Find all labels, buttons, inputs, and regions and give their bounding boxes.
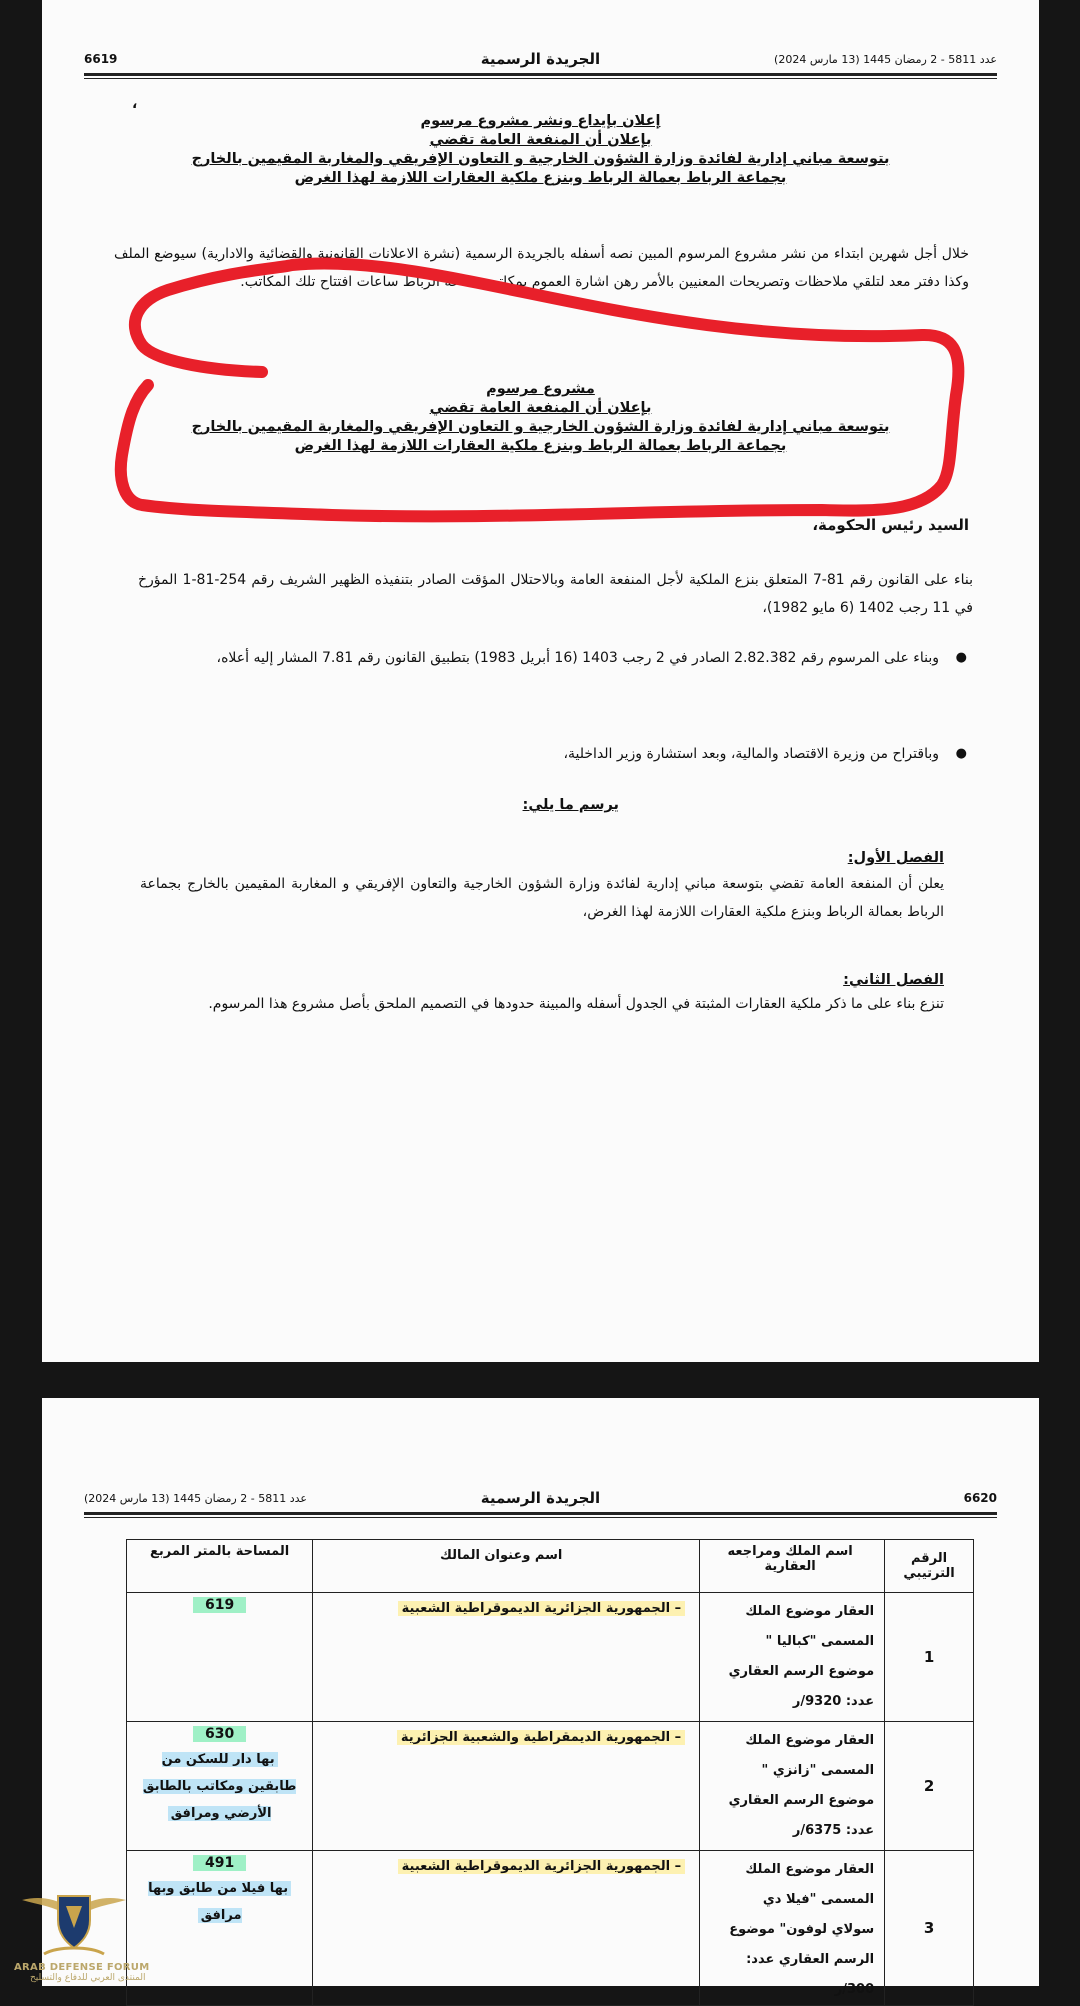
owner-cell bbox=[313, 1593, 700, 1722]
page-number: 6620 bbox=[963, 1491, 997, 1505]
area-cell bbox=[127, 1851, 313, 2006]
area-value: 491 bbox=[193, 1855, 246, 1871]
announcement-title-line: إعلان بإيداع ونشر مشروع مرسوم bbox=[420, 113, 661, 129]
issue-info: عدد 5811 - 2 رمضان 1445 (13 مارس 2024) bbox=[84, 1491, 307, 1505]
preamble: بناء على القانون رقم 81-7 المتعلق بنزع الملكية لأجل المنفعة العامة وبالاحتلال المؤقت الصادر بتنفيذه الظهير الشريف رقم 254-81-1 المؤرخ في 11 رجب 1402 (6 مايو 1982)، bbox=[138, 572, 973, 616]
bullet-item bbox=[152, 740, 967, 768]
forum-watermark bbox=[0, 1876, 150, 1986]
bullet-text: وبناء على المرسوم رقم 2.82.382 الصادر في 2 رجب 1403 (16 أبريل 1983) بتطبيق القانون رقم 7.81 المشار إليه أعلاه، bbox=[216, 650, 939, 666]
property-line: المسمى "زانزي " bbox=[761, 1763, 875, 1778]
bullet-text: وباقتراح من وزيرة الاقتصاد والمالية، وبعد استشارة وزير الداخلية، bbox=[563, 746, 939, 762]
area-note-text: بها دار للسكن من طابقين ومكاتب بالطابق الأرضي ومرافق bbox=[142, 1752, 297, 1821]
col-header-area: المساحة بالمتر المربع bbox=[127, 1540, 313, 1593]
area-value: 619 bbox=[193, 1597, 246, 1613]
announcement-title-line: بتوسعة مباني إدارية لفائدة وزارة الشؤون الخارجية و التعاون الإفريقي والمغاربة المقيمين بالخارج bbox=[191, 151, 890, 167]
area-value: 630 bbox=[193, 1726, 246, 1742]
property-line: عدد: 6375/ر bbox=[792, 1823, 875, 1838]
bullet-icon: ● bbox=[955, 650, 967, 665]
col-header-number: الرقم الترتيبي bbox=[885, 1540, 974, 1593]
owner-cell bbox=[313, 1851, 700, 2006]
gazette-name: الجريدة الرسمية bbox=[480, 50, 601, 68]
property-line: موضوع الرسم العقاري bbox=[728, 1793, 875, 1808]
owner-cell bbox=[313, 1722, 700, 1851]
property-line: المسمى "كباليا " bbox=[765, 1634, 875, 1649]
area-cell bbox=[127, 1593, 313, 1722]
page-header bbox=[84, 1483, 997, 1513]
property-line: عدد: 9320/ر bbox=[792, 1694, 875, 1709]
decree-title-line: مشروع مرسوم bbox=[486, 381, 595, 397]
owner-name: – الجمهورية الجزائرية الديموقراطية الشعبية bbox=[398, 1601, 685, 1616]
properties-table bbox=[126, 1539, 974, 2006]
property-line: سولاي لوفون" موضوع bbox=[729, 1922, 875, 1937]
area-note bbox=[128, 1742, 311, 1827]
property-line: العقار موضوع الملك bbox=[745, 1862, 875, 1877]
article-2-text: تنزع بناء على ما ذكر ملكية العقارات المثبتة في الجدول أسفله والمبينة حدودها في التصميم الملحق بأصل مشروع هذا المرسوم. bbox=[208, 996, 944, 1012]
article-1-text: يعلن أن المنفعة العامة تقضي بتوسعة مباني إدارية لفائدة وزارة الشؤون الخارجية والتعاون الإفريقي و المغاربة المقيمين بالخارج بجماعة الرباط بعمالة الرباط وبنزع ملكية العقارات اللازمة لهذا الغرض، bbox=[140, 876, 944, 920]
area-cell bbox=[127, 1722, 313, 1851]
eagle-shield-icon bbox=[14, 1876, 134, 1966]
bullet-icon: ● bbox=[955, 746, 967, 761]
gazette-page-6619 bbox=[42, 0, 1039, 1362]
row-number: 1 bbox=[885, 1593, 974, 1722]
bullet-item bbox=[152, 644, 967, 672]
gazette-page-6620 bbox=[42, 1398, 1039, 1997]
page-number: 6619 bbox=[84, 52, 118, 66]
property-line: الرسم العقاري عدد: bbox=[746, 1952, 875, 1967]
property-line: العقار موضوع الملك bbox=[745, 1604, 875, 1619]
announcement-title-line: بإعلان أن المنفعة العامة تقضي bbox=[429, 132, 652, 148]
owner-name: – الجمهورية الديمقراطية والشعبية الجزائرية bbox=[397, 1730, 685, 1745]
article-2-title: الفصل الثاني: bbox=[843, 972, 944, 988]
table-header-row bbox=[127, 1540, 974, 1593]
area-note bbox=[128, 1871, 311, 1929]
watermark-text-ar: المنتدى العربي للدفاع والتسليح bbox=[30, 1973, 146, 1983]
table-row bbox=[127, 1851, 974, 2006]
decree-title-line: بإعلان أن المنفعة العامة تقضي bbox=[429, 400, 652, 416]
property-line: 300/ر bbox=[834, 1982, 875, 1997]
gazette-name: الجريدة الرسمية bbox=[480, 1489, 601, 1507]
property-line: العقار موضوع الملك bbox=[745, 1733, 875, 1748]
owner-name: – الجمهورية الجزائرية الديموقراطية الشعبية bbox=[398, 1859, 685, 1874]
decree-title-line: بجماعة الرباط بعمالة الرباط وبنزع ملكية العقارات اللازمة لهذا الغرض bbox=[294, 438, 787, 454]
scan-mark: ، bbox=[132, 96, 138, 112]
addressee: السيد رئيس الحكومة، bbox=[812, 516, 969, 534]
property-cell bbox=[700, 1722, 885, 1851]
red-highlight-box bbox=[42, 0, 1039, 540]
announcement-title-line: بجماعة الرباط بعمالة الرباط وبنزع ملكية العقارات اللازمة لهذا الغرض bbox=[294, 170, 787, 186]
decree-title-line: بتوسعة مباني إدارية لفائدة وزارة الشؤون الخارجية و التعاون الإفريقي والمغاربة المقيمين بالخارج bbox=[191, 419, 890, 435]
decrees-heading: يرسم ما يلي: bbox=[522, 797, 619, 813]
property-line: موضوع الرسم العقاري bbox=[728, 1664, 875, 1679]
article-1-title: الفصل الأول: bbox=[847, 850, 944, 866]
area-note-text: بها فيلا من طابق وبها مرافق bbox=[148, 1881, 291, 1923]
property-cell bbox=[700, 1593, 885, 1722]
table-row bbox=[127, 1593, 974, 1722]
row-number: 2 bbox=[885, 1722, 974, 1851]
intro-paragraph: خلال أجل شهرين ابتداء من نشر مشروع المرسوم المبين نصه أسفله بالجريدة الرسمية (نشرة الاعلانات القانونية والقضائية والادارية) سيوضع الملف وكذا دفتر معد لتلقي ملاحظات وتصريحات المعنيين بالأمر رهن اشارة العموم بمكاتب جماعة الرباط ساعات افتتاح تلك المكاتب. bbox=[114, 246, 969, 290]
decree-title bbox=[102, 380, 979, 456]
table-row bbox=[127, 1722, 974, 1851]
col-header-property: اسم الملك ومراجعه العقارية bbox=[700, 1540, 885, 1593]
col-header-owner: اسم وعنوان المالك bbox=[313, 1540, 700, 1593]
issue-info: عدد 5811 - 2 رمضان 1445 (13 مارس 2024) bbox=[774, 52, 997, 66]
header-rule bbox=[84, 1512, 997, 1518]
property-line: المسمى "فيلا دي bbox=[762, 1892, 875, 1907]
watermark-text: ARAB DEFENSE FORUM bbox=[14, 1962, 150, 1973]
row-number: 3 bbox=[885, 1851, 974, 2006]
property-cell bbox=[700, 1851, 885, 2006]
